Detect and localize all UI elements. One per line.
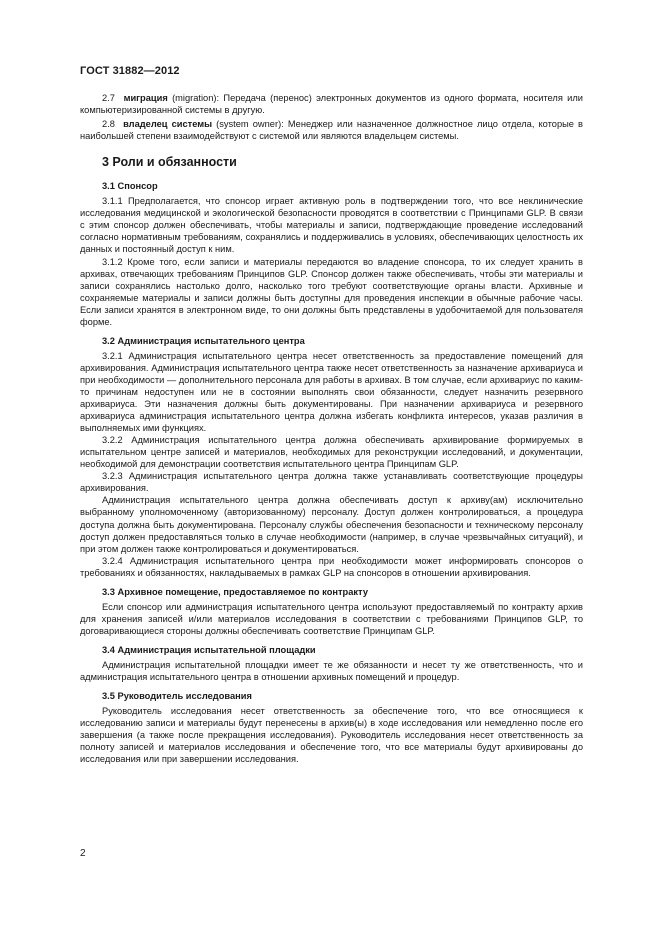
definition-text: (system owner): Менеджер или назначенное должностное лицо отдела, которые в наибольшей степени взаимодействуют с системой или являются владельцем системы. — [80, 119, 583, 142]
section-3-2-heading: 3.2 Администрация испытательного центра — [102, 335, 305, 346]
section-3-4-heading: 3.4 Администрация испытательной площадки — [102, 644, 316, 655]
paragraph: 3.2.1 Администрация испытательного центра несет ответственность за предоставление помещений для архивирования. Администрация испытательного центра также несет ответственность за назначение архивариуса и при необходимости — дополнительного персонала для работы в архивах. В том случае, если архивариус по каким-то причинам недоступен или не в состоянии выполнять свои обязанности, следует назначить резервного архивариуса. Эти назначения должны быть документированы. При назначении архивариуса и резервного архивариуса администрация испытательного центра должна избегать конфликта интересов, указав различия в выполняемых ими функциях. — [80, 350, 583, 434]
document-header: ГОСТ 31882—2012 — [80, 65, 180, 77]
document-body — [80, 92, 583, 765]
paragraph: 3.2.2 Администрация испытательного центра должна обеспечивать архивирование формируемых в испытательном центре записей и материалов, необходимых для реконструкции исследований, и документации, необходимой для демонстрации соответствия испытательного центра Принципам GLP. — [80, 435, 583, 470]
section-3-1-heading: 3.1 Спонсор — [102, 181, 158, 192]
paragraph: 3.1.2 Кроме того, если записи и материалы передаются во владение спонсора, то их следует хранить в архивах, отвечающих требованиям Принципов GLP. Спонсор должен также обеспечивать, чтобы эти материалы и записи сохранялись настолько долго, насколько того требуют соответствующие органы власти. Архивные и сохраняемые материалы и записи должны быть доступны для проведения инспекции в обычные рабочие часы. Если записи хранятся в электронном виде, то они должны быть представлены в удобочитаемой для пользователя форме. — [80, 256, 583, 327]
definition-number: 2.8 — [102, 119, 115, 130]
section-3-3-heading: 3.3 Архивное помещение, предоставляемое по контракту — [102, 586, 369, 597]
section-3-heading: 3 Роли и обязанности — [102, 155, 237, 170]
paragraph: Если спонсор или администрация испытательного центра используют предоставляемый по контракту архив для хранения записей и/или материалов исследования в соответствии с требованиями Принципов GLP, то договаривающиеся стороны должны обеспечивать соответствие Принципам GLP. — [80, 601, 583, 636]
paragraph: Администрация испытательной площадки имеет те же обязанности и несет ту же ответственность, что и администрация испытательного центра в отношении архивных помещений и процедур. — [80, 659, 583, 683]
section-3-5-heading: 3.5 Руководитель исследования — [102, 691, 252, 702]
paragraph: 3.2.4 Администрация испытательного центра при необходимости может информировать спонсоров о требованиях и обязанностях, накладываемых в рамках GLP на спонсоров в отношении архивирования. — [80, 555, 583, 578]
definition-text: (migration): Передача (перенос) электронных документов из одного формата, носителя или компьютеризированной системы в другую. — [80, 93, 583, 116]
paragraph: 3.1.1 Предполагается, что спонсор играет активную роль в подтверждении того, что все неклинические исследования медицинской и экологической безопасности проводятся в соответствии с Принципами GLP. В связи с этим спонсор должен обеспечивать, чтобы материалы и записи, подтверждающие проведение исследований согласно нормативным требованиям, сохранялись и поддерживались в условиях, обеспечивающих целостность их данных и постоянный доступ к ним. — [80, 196, 583, 255]
definition-2-7 — [80, 92, 583, 116]
definition-number: 2.7 — [102, 93, 115, 103]
definition-term: миграция — [123, 93, 168, 103]
paragraph: 3.2.3 Администрация испытательного центра должна также устанавливать соответствующие процедуры архивирования. — [80, 471, 583, 494]
definition-2-8 — [80, 118, 583, 142]
paragraph: Руководитель исследования несет ответственность за обеспечение того, что все относящиеся к исследованию записи и материалы будут перенесены в архив(ы) в ходе исследования или немедленно после его завершения (а также после прекращения исследования). Руководитель исследования несет ответственность за полноту записей и материалов исследования и обеспечение того, что все материалы будут архивированы до исследования или при завершении исследования. — [80, 706, 583, 765]
page-number: 2 — [80, 848, 86, 859]
paragraph: Администрация испытательного центра должна обеспечивать доступ к архиву(ам) исключительно выбранному уполномоченному (авторизованному) персоналу. Доступ должен контролироваться, а процедура доступа должна быть документирована. Персоналу службы обеспечения безопасности и техническому персоналу доступ должен предоставляться только в случае необходимости (например, в случае чрезвычайных ситуаций), и при этом должен также контролироваться и документироваться. — [80, 495, 583, 554]
definition-term: владелец системы — [123, 119, 213, 130]
